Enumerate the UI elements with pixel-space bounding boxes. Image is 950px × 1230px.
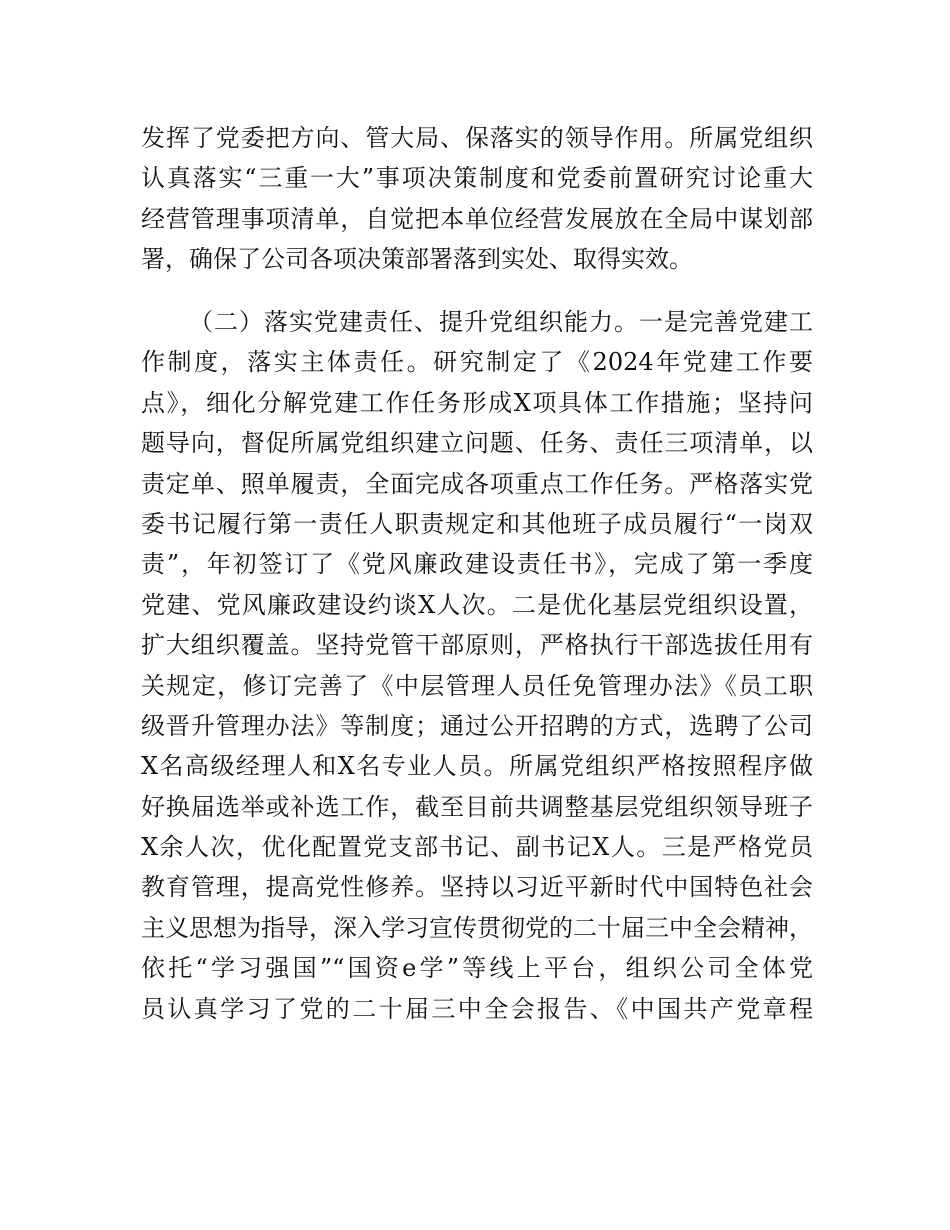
text-line: 责”，年初签订了《党风廉政建设责任书》，完成了第一季度 bbox=[141, 550, 813, 579]
text-line: 点》，细化分解党建工作任务形成X项具体工作措施；坚持问 bbox=[141, 388, 813, 417]
text-line: 题导向，督促所属党组织建立问题、任务、责任三项清单，以 bbox=[141, 429, 813, 458]
text-line: 委书记履行第一责任人职责规定和其他班子成员履行“一岗双 bbox=[141, 509, 813, 538]
text-line: 经营管理事项清单，自觉把本单位经营发展放在全局中谋划部 bbox=[141, 204, 813, 233]
text-line: 党建、党风廉政建设约谈X人次。二是优化基层党组织设置， bbox=[141, 590, 813, 619]
text-line: X余人次，优化配置党支部书记、副书记X人。三是严格党员 bbox=[141, 833, 813, 862]
text-line: 依托“学习强国”“国资e学”等线上平台，组织公司全体党 bbox=[141, 954, 813, 983]
text-line: 好换届选举或补选工作，截至目前共调整基层党组织领导班子 bbox=[141, 792, 813, 821]
text-line: 责定单、照单履责，全面完成各项重点工作任务。严格落实党 bbox=[141, 469, 813, 498]
text-line: 认真落实“三重一大”事项决策制度和党委前置研究讨论重大 bbox=[141, 164, 813, 193]
section-heading-line: （二）落实党建责任、提升党组织能力。一是完善党建工 bbox=[189, 308, 813, 336]
text-line: 署，确保了公司各项决策部署落到实处、取得实效。 bbox=[141, 245, 693, 274]
text-line: 作制度，落实主体责任。研究制定了《2024年党建工作要 bbox=[141, 348, 813, 377]
text-line: 级晋升管理办法》等制度；通过公开招聘的方式，选聘了公司 bbox=[141, 711, 813, 740]
text-line: 扩大组织覆盖。坚持党管干部原则，严格执行干部选拔任用有 bbox=[141, 631, 813, 660]
text-line: 发挥了党委把方向、管大局、保落实的领导作用。所属党组织 bbox=[141, 124, 813, 152]
text-line: 主义思想为指导，深入学习宣传贯彻党的二十届三中全会精神， bbox=[141, 913, 813, 942]
text-line: X名高级经理人和X名专业人员。所属党组织严格按照程序做 bbox=[141, 752, 813, 781]
text-line: 教育管理，提高党性修养。坚持以习近平新时代中国特色社会 bbox=[141, 873, 813, 902]
text-line: 关规定，修订完善了《中层管理人员任免管理办法》《员工职 bbox=[141, 671, 813, 700]
paragraph-2 bbox=[141, 302, 813, 1029]
paragraph-1 bbox=[141, 118, 813, 280]
text-line: 员认真学习了党的二十届三中全会报告、《中国共产党章程 bbox=[141, 994, 813, 1023]
